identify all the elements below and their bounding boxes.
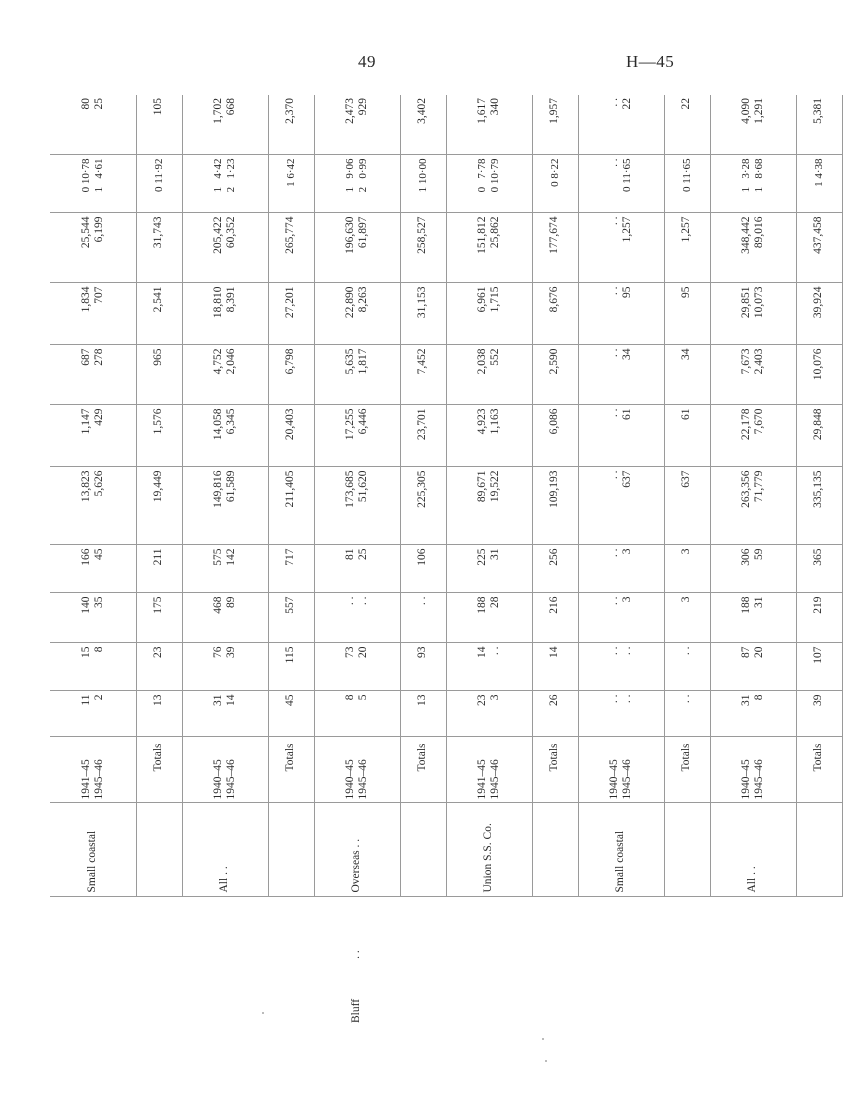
value-cell-c5: 89,671 19,522 xyxy=(446,467,532,545)
value-cell-c2: 23 xyxy=(136,643,182,691)
value-cell-c2: 14 . . xyxy=(446,643,532,691)
value-cell-c2: 87 20 xyxy=(710,643,796,691)
value-cell-c2: 15 8 xyxy=(50,643,136,691)
value-cell-c7: 6,798 xyxy=(268,345,314,405)
ship-class-cell xyxy=(268,803,314,897)
ship-class-cell: Small coastal xyxy=(578,803,664,897)
value-cell-c2: 107 xyxy=(796,643,842,691)
value-cell-c8: 22,890 8,263 xyxy=(314,283,400,345)
period-cell: 1940–45 1945–46 xyxy=(314,737,400,803)
table-row xyxy=(182,95,268,1025)
value-cell-c8: 18,810 8,391 xyxy=(182,283,268,345)
value-cell-c11: 4,090 1,291 xyxy=(710,95,796,155)
value-cell-c9: 196,630 61,897 xyxy=(314,213,400,283)
period-cell: 1941–45 1945–46 xyxy=(446,737,532,803)
value-cell-c7: 5,635 1,817 xyxy=(314,345,400,405)
value-cell-c4: 81 25 xyxy=(314,545,400,593)
value-cell-c3: 3 xyxy=(664,593,710,643)
port-cell xyxy=(400,897,446,1025)
value-cell-c10: 1 4·38 xyxy=(796,155,842,213)
value-cell-c10: 1 10·00 xyxy=(400,155,446,213)
value-cell-c8: 27,201 xyxy=(268,283,314,345)
value-cell-c5: 109,193 xyxy=(532,467,578,545)
scan-speck xyxy=(545,1060,547,1062)
value-cell-c9: 205,422 60,352 xyxy=(182,213,268,283)
value-cell-c5: . . 637 xyxy=(578,467,664,545)
value-cell-c4: 365 xyxy=(796,545,842,593)
value-cell-c2: 76 39 xyxy=(182,643,268,691)
value-cell-c6: 20,403 xyxy=(268,405,314,467)
table-row xyxy=(268,95,314,1025)
value-cell-c2: 73 20 xyxy=(314,643,400,691)
value-cell-c8: . . 95 xyxy=(578,283,664,345)
value-cell-c2: 93 xyxy=(400,643,446,691)
value-cell-c6: 6,086 xyxy=(532,405,578,467)
period-cell: 1940–45 1945–46 xyxy=(182,737,268,803)
value-cell-c10: 1 6·42 xyxy=(268,155,314,213)
value-cell-c10: 0 8·22 xyxy=(532,155,578,213)
value-cell-c10: 0 11·65 xyxy=(664,155,710,213)
value-cell-c10: . . 0 11·65 xyxy=(578,155,664,213)
document-reference: H—45 xyxy=(626,52,675,71)
port-cell xyxy=(664,897,710,1025)
value-cell-c10: 0 10·78 1 4·61 xyxy=(50,155,136,213)
value-cell-c1: 11 2 xyxy=(50,691,136,737)
value-cell-c10: 0 11·92 xyxy=(136,155,182,213)
value-cell-c11: 22 xyxy=(664,95,710,155)
port-cell xyxy=(710,897,796,1025)
value-cell-c1: 8 5 xyxy=(314,691,400,737)
value-cell-c9: 25,544 6,199 xyxy=(50,213,136,283)
table-row xyxy=(578,95,664,1025)
page-number: 49 xyxy=(358,52,376,71)
value-cell-c7: 10,076 xyxy=(796,345,842,405)
value-cell-c3: 216 xyxy=(532,593,578,643)
table-row xyxy=(710,95,796,1025)
value-cell-c7: 2,038 552 xyxy=(446,345,532,405)
value-cell-c5: 149,816 61,589 xyxy=(182,467,268,545)
table-row xyxy=(446,95,532,1025)
ship-class-cell xyxy=(136,803,182,897)
value-cell-c6: 23,701 xyxy=(400,405,446,467)
table-body xyxy=(50,95,842,1025)
value-cell-c10: 1 9·06 2 0·99 xyxy=(314,155,400,213)
period-cell: Totals xyxy=(400,737,446,803)
value-cell-c11: 105 xyxy=(136,95,182,155)
value-cell-c11: 1,957 xyxy=(532,95,578,155)
value-cell-c2: . . xyxy=(664,643,710,691)
value-cell-c10: 1 3·28 1 8·68 xyxy=(710,155,796,213)
period-cell: 1941–45 1945–46 xyxy=(50,737,136,803)
value-cell-c11: 3,402 xyxy=(400,95,446,155)
scan-speck xyxy=(262,1012,264,1014)
table-row xyxy=(50,95,136,1025)
ship-class-cell xyxy=(532,803,578,897)
value-cell-c3: 219 xyxy=(796,593,842,643)
value-cell-c4: 306 59 xyxy=(710,545,796,593)
scan-speck xyxy=(542,1038,544,1040)
value-cell-c4: 106 xyxy=(400,545,446,593)
value-cell-c11: 1,702 668 xyxy=(182,95,268,155)
period-cell: 1940–45 1945–46 xyxy=(710,737,796,803)
value-cell-c1: . . . . xyxy=(578,691,664,737)
port-dots: . . xyxy=(350,950,363,959)
value-cell-c3: . . xyxy=(400,593,446,643)
value-cell-c11: 2,370 xyxy=(268,95,314,155)
ship-class-cell xyxy=(664,803,710,897)
value-cell-c3: 140 35 xyxy=(50,593,136,643)
value-cell-c6: 1,147 429 xyxy=(50,405,136,467)
port-cell xyxy=(532,897,578,1025)
period-cell: Totals xyxy=(796,737,842,803)
value-cell-c9: 437,458 xyxy=(796,213,842,283)
value-cell-c5: 263,356 71,779 xyxy=(710,467,796,545)
table-row xyxy=(136,95,182,1025)
value-cell-c7: 687 278 xyxy=(50,345,136,405)
value-cell-c9: 31,743 xyxy=(136,213,182,283)
port-cell xyxy=(578,897,664,1025)
value-cell-c4: 256 xyxy=(532,545,578,593)
value-cell-c4: 211 xyxy=(136,545,182,593)
value-cell-c4: . . 3 xyxy=(578,545,664,593)
value-cell-c11: 1,617 340 xyxy=(446,95,532,155)
value-cell-c11: 80 25 xyxy=(50,95,136,155)
table-row xyxy=(664,95,710,1025)
value-cell-c9: 258,527 xyxy=(400,213,446,283)
value-cell-c11: 5,381 xyxy=(796,95,842,155)
table-row xyxy=(314,95,400,1025)
rotated-statistics-table xyxy=(50,95,825,1025)
table-row xyxy=(796,95,842,1025)
value-cell-c4: 717 xyxy=(268,545,314,593)
value-cell-c7: . . 34 xyxy=(578,345,664,405)
value-cell-c8: 29,851 10,073 xyxy=(710,283,796,345)
period-cell: 1940–45 1945–46 xyxy=(578,737,664,803)
value-cell-c5: 13,823 5,626 xyxy=(50,467,136,545)
value-cell-c8: 95 xyxy=(664,283,710,345)
value-cell-c6: . . 61 xyxy=(578,405,664,467)
value-cell-c2: 115 xyxy=(268,643,314,691)
value-cell-c1: 26 xyxy=(532,691,578,737)
value-cell-c7: 4,752 2,046 xyxy=(182,345,268,405)
period-cell: Totals xyxy=(664,737,710,803)
ship-class-cell xyxy=(796,803,842,897)
port-cell xyxy=(50,897,136,1025)
port-cell xyxy=(136,897,182,1025)
value-cell-c8: 1,834 707 xyxy=(50,283,136,345)
value-cell-c8: 39,924 xyxy=(796,283,842,345)
value-cell-c4: 575 142 xyxy=(182,545,268,593)
value-cell-c6: 14,058 6,345 xyxy=(182,405,268,467)
value-cell-c3: . . . . xyxy=(314,593,400,643)
value-cell-c5: 19,449 xyxy=(136,467,182,545)
value-cell-c11: . . 22 xyxy=(578,95,664,155)
value-cell-c9: 1,257 xyxy=(664,213,710,283)
value-cell-c11: 2,473 929 xyxy=(314,95,400,155)
value-cell-c7: 7,673 2,403 xyxy=(710,345,796,405)
value-cell-c3: . . 3 xyxy=(578,593,664,643)
port-cell xyxy=(446,897,532,1025)
value-cell-c10: 1 4·42 2 1·23 xyxy=(182,155,268,213)
ship-class-cell: Small coastal xyxy=(50,803,136,897)
value-cell-c5: 173,685 51,620 xyxy=(314,467,400,545)
value-cell-c9: . . 1,257 xyxy=(578,213,664,283)
value-cell-c1: 13 xyxy=(400,691,446,737)
table-row xyxy=(532,95,578,1025)
value-cell-c2: 14 xyxy=(532,643,578,691)
port-name: Bluff xyxy=(350,998,363,1023)
port-cell xyxy=(314,897,400,1025)
value-cell-c1: 23 3 xyxy=(446,691,532,737)
ship-class-cell: All . . xyxy=(182,803,268,897)
period-cell: Totals xyxy=(532,737,578,803)
value-cell-c7: 965 xyxy=(136,345,182,405)
value-cell-c7: 7,452 xyxy=(400,345,446,405)
value-cell-c8: 6,961 1,715 xyxy=(446,283,532,345)
period-cell: Totals xyxy=(268,737,314,803)
period-cell: Totals xyxy=(136,737,182,803)
value-cell-c1: 31 14 xyxy=(182,691,268,737)
port-cell xyxy=(268,897,314,1025)
value-cell-c10: 0 7·78 0 10·79 xyxy=(446,155,532,213)
value-cell-c1: . . xyxy=(664,691,710,737)
value-cell-c7: 34 xyxy=(664,345,710,405)
value-cell-c6: 1,576 xyxy=(136,405,182,467)
value-cell-c6: 61 xyxy=(664,405,710,467)
table-row xyxy=(400,95,446,1025)
value-cell-c3: 557 xyxy=(268,593,314,643)
ship-class-cell: Union S.S. Co. xyxy=(446,803,532,897)
value-cell-c1: 13 xyxy=(136,691,182,737)
value-cell-c6: 22,178 7,670 xyxy=(710,405,796,467)
value-cell-c4: 3 xyxy=(664,545,710,593)
value-cell-c8: 8,676 xyxy=(532,283,578,345)
value-cell-c3: 188 31 xyxy=(710,593,796,643)
value-cell-c3: 468 89 xyxy=(182,593,268,643)
value-cell-c5: 637 xyxy=(664,467,710,545)
value-cell-c9: 151,812 25,862 xyxy=(446,213,532,283)
port-cell xyxy=(796,897,842,1025)
port-cell xyxy=(182,897,268,1025)
value-cell-c5: 211,405 xyxy=(268,467,314,545)
value-cell-c9: 177,674 xyxy=(532,213,578,283)
value-cell-c2: . . . . xyxy=(578,643,664,691)
value-cell-c5: 335,135 xyxy=(796,467,842,545)
value-cell-c3: 188 28 xyxy=(446,593,532,643)
value-cell-c5: 225,305 xyxy=(400,467,446,545)
value-cell-c1: 31 8 xyxy=(710,691,796,737)
ship-class-cell: Overseas . . xyxy=(314,803,400,897)
value-cell-c8: 2,541 xyxy=(136,283,182,345)
ship-class-cell: All . . xyxy=(710,803,796,897)
ship-class-cell xyxy=(400,803,446,897)
value-cell-c6: 4,923 1,163 xyxy=(446,405,532,467)
value-cell-c9: 265,774 xyxy=(268,213,314,283)
value-cell-c4: 225 31 xyxy=(446,545,532,593)
value-cell-c1: 45 xyxy=(268,691,314,737)
value-cell-c6: 29,848 xyxy=(796,405,842,467)
value-cell-c1: 39 xyxy=(796,691,842,737)
value-cell-c8: 31,153 xyxy=(400,283,446,345)
value-cell-c6: 17,255 6,446 xyxy=(314,405,400,467)
value-cell-c9: 348,442 89,016 xyxy=(710,213,796,283)
shipping-statistics-table xyxy=(50,95,843,1025)
value-cell-c7: 2,590 xyxy=(532,345,578,405)
value-cell-c3: 175 xyxy=(136,593,182,643)
value-cell-c4: 166 45 xyxy=(50,545,136,593)
